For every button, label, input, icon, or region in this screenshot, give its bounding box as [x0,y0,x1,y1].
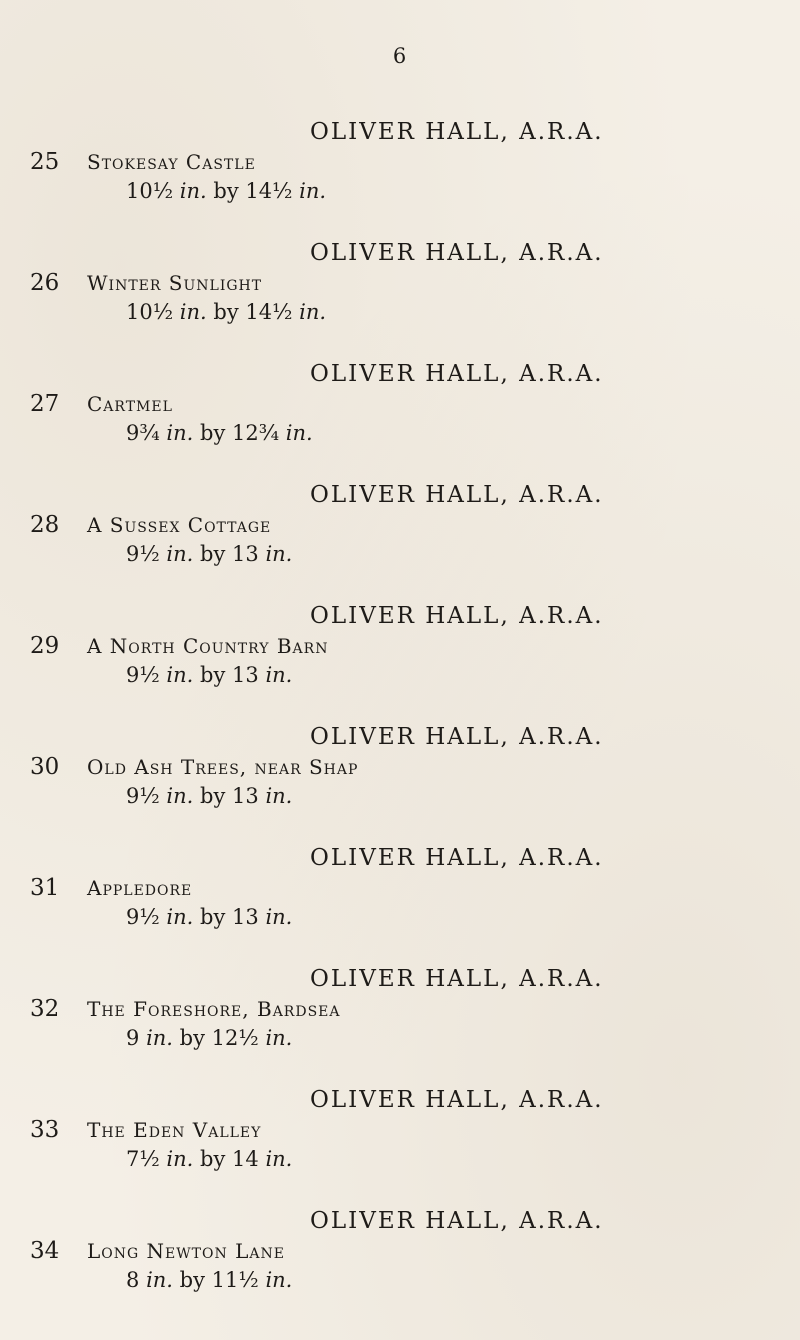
lot-unit-width: in. [146,1268,173,1292]
lot-by: by [200,542,226,566]
lot-number: 32 [30,996,60,1022]
lot-height: 14½ [245,179,293,203]
lot-dimensions [126,177,326,205]
lot-dimensions [126,903,292,931]
lot-dimensions [126,782,292,810]
lot-unit-width: in. [166,663,194,687]
lot-by: by [200,1147,226,1171]
lot-unit-width: in. [166,784,194,808]
lot-unit-height: in. [299,300,327,324]
lot-height: 12½ [211,1026,259,1050]
lot-width: 9¾ [126,421,160,445]
lot-number: 25 [30,149,60,175]
lot-title: The Foreshore, Bardsea [87,997,341,1021]
lot-unit-height: in. [265,784,293,808]
lot-by: by [179,1026,205,1050]
lot-entry [0,1207,800,1328]
lot-title: Stokesay Castle [87,150,256,174]
lot-height: 12¾ [232,421,280,445]
lot-width: 9 [126,1026,140,1050]
lot-artist: OLIVER HALL, A.R.A. [310,1208,604,1234]
lot-dimensions [126,1145,292,1173]
lot-height: 14 [232,1147,259,1171]
lot-dimensions [126,419,313,447]
lot-unit-width: in. [146,1026,173,1050]
lot-dimensions [126,661,292,689]
lot-entry [0,481,800,602]
lot-title: Appledore [87,876,193,900]
lot-unit-height: in. [285,421,313,445]
lot-height: 13 [232,542,259,566]
lot-width: 7½ [126,1147,160,1171]
lot-unit-height: in. [265,1268,293,1292]
lot-artist: OLIVER HALL, A.R.A. [310,603,604,629]
lot-entry [0,844,800,965]
lot-number: 33 [30,1117,60,1143]
lot-artist: OLIVER HALL, A.R.A. [310,724,604,750]
lot-width: 9½ [126,905,160,929]
lot-title: Winter Sunlight [87,271,263,295]
lot-by: by [213,300,239,324]
lot-artist: OLIVER HALL, A.R.A. [310,119,604,145]
lot-artist: OLIVER HALL, A.R.A. [310,1087,604,1113]
lot-height: 14½ [245,300,293,324]
lot-unit-width: in. [179,300,207,324]
lot-dimensions [126,298,326,326]
lot-unit-width: in. [166,542,194,566]
lot-height: 13 [232,663,259,687]
lot-unit-height: in. [265,1147,293,1171]
lot-entry [0,118,800,239]
lot-artist: OLIVER HALL, A.R.A. [310,361,604,387]
lot-unit-height: in. [265,663,293,687]
lot-by: by [179,1268,205,1292]
lot-artist: OLIVER HALL, A.R.A. [310,482,604,508]
lot-unit-height: in. [265,542,293,566]
lot-dimensions [126,1266,292,1294]
lot-unit-height: in. [299,179,327,203]
lot-unit-width: in. [166,905,194,929]
lot-title: Cartmel [87,392,173,416]
lot-number: 26 [30,270,60,296]
lot-height: 13 [232,784,259,808]
lot-by: by [200,784,226,808]
lot-title: A North Country Barn [87,634,329,658]
lot-artist: OLIVER HALL, A.R.A. [310,240,604,266]
lot-number: 31 [30,875,60,901]
lot-height: 11½ [211,1268,259,1292]
lot-entry [0,360,800,481]
lot-title: Long Newton Lane [87,1239,285,1263]
lot-dimensions [126,540,292,568]
lot-number: 28 [30,512,60,538]
lot-by: by [200,905,226,929]
lot-number: 27 [30,391,60,417]
lot-by: by [200,421,226,445]
lot-title: A Sussex Cottage [87,513,272,537]
lot-artist: OLIVER HALL, A.R.A. [310,845,604,871]
lot-artist: OLIVER HALL, A.R.A. [310,966,604,992]
lot-width: 10½ [126,179,174,203]
lot-unit-height: in. [265,905,293,929]
lot-width: 10½ [126,300,174,324]
lot-dimensions [126,1024,292,1052]
lot-unit-width: in. [166,1147,194,1171]
lot-unit-width: in. [179,179,207,203]
lot-number: 30 [30,754,60,780]
lot-entry [0,723,800,844]
lot-width: 9½ [126,784,160,808]
lot-width: 9½ [126,663,160,687]
lot-by: by [213,179,239,203]
page-number: 6 [392,44,408,68]
lot-number: 29 [30,633,60,659]
lot-title: Old Ash Trees, near Shap [87,755,359,779]
lot-width: 9½ [126,542,160,566]
lot-entry [0,239,800,360]
lot-entry [0,602,800,723]
lot-list [0,118,800,1328]
lot-title: The Eden Valley [87,1118,262,1142]
lot-height: 13 [232,905,259,929]
lot-unit-height: in. [265,1026,293,1050]
lot-by: by [200,663,226,687]
lot-entry [0,965,800,1086]
lot-number: 34 [30,1238,60,1264]
lot-unit-width: in. [166,421,194,445]
lot-width: 8 [126,1268,140,1292]
lot-entry [0,1086,800,1207]
